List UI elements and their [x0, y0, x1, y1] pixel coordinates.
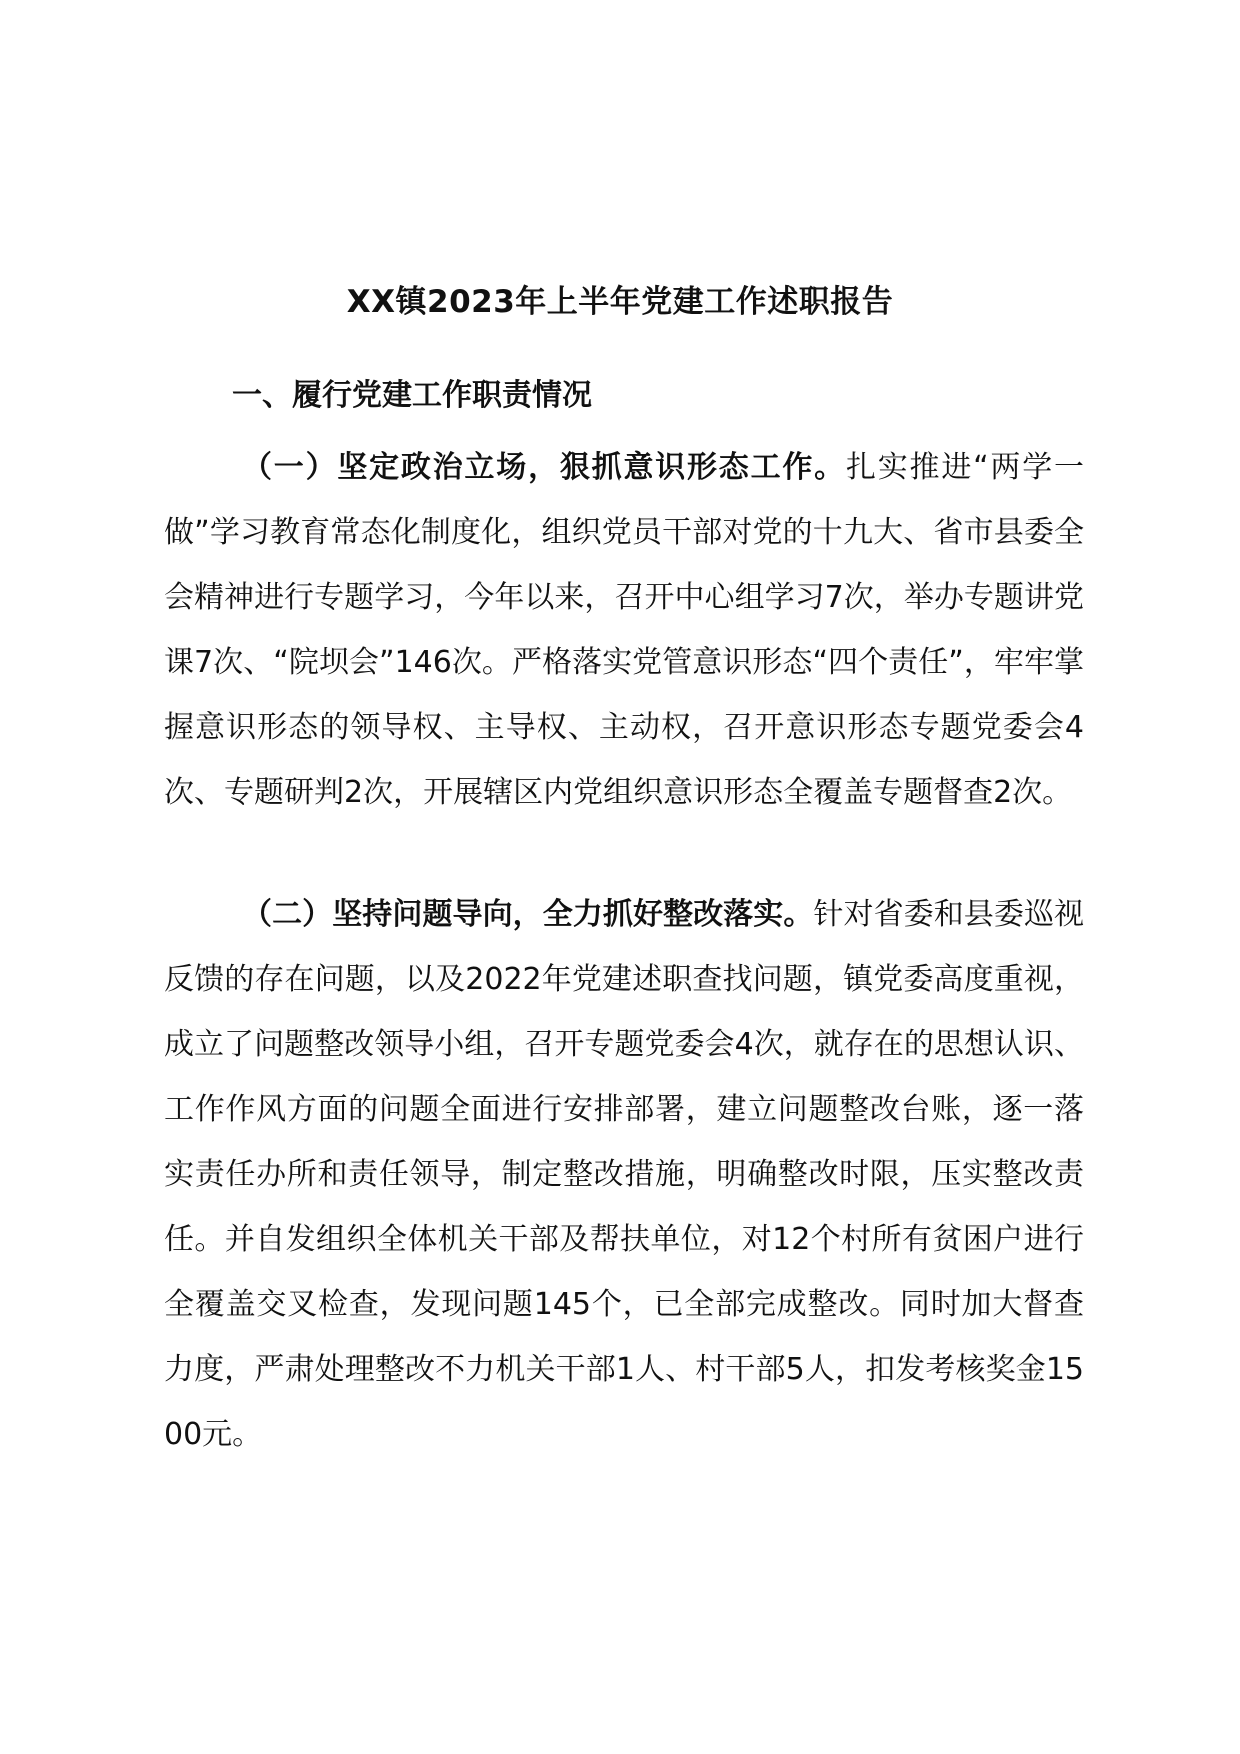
- paragraph-2-body: 针对省委和县委巡视反馈的存在问题，以及2022年党建述职查找问题，镇党委高度重视，成立了问题整改领导小组，召开专题党委会4次，就存在的思想认识、工作作风方面的问题全面进行安排部署，建立问题整改台账，逐一落实责任办所和责任领导，制定整改措施，明确整改时限，压实整改责任。并自发组织全体机关干部及帮扶单位，对12个村所有贫困户进行全覆盖交叉检查，发现问题145个，已全部完成整改。同时加大督查力度，严肃处理整改不力机关干部1人、村干部5人，扣发考核奖金1500元。: [164, 897, 1085, 1452]
- document-title: XX镇2023年上半年党建工作述职报告: [346, 284, 894, 320]
- paragraph-2: [164, 882, 1084, 1467]
- paragraph-1-body: 扎实推进“两学一做”学习教育常态化制度化，组织党员干部对党的十九大、省市县委全会精神进行专题学习，今年以来，召开中心组学习7次，举办专题讲党课7次、“院坝会”146次。严格落实党管意识形态“四个责任”，牢牢掌握意识形态的领导权、主导权、主动权，召开意识形态专题党委会4次、专题研判2次，开展辖区内党组织意识形态全覆盖专题督查2次。: [164, 450, 1085, 810]
- paragraph-2-lead: （二）坚持问题导向，全力抓好整改落实。: [242, 897, 814, 932]
- section-heading: 一、履行党建工作职责情况: [232, 378, 592, 413]
- paragraph-1: [164, 435, 1084, 825]
- paragraph-1-lead: （一）坚定政治立场，狠抓意识形态工作。: [242, 450, 846, 485]
